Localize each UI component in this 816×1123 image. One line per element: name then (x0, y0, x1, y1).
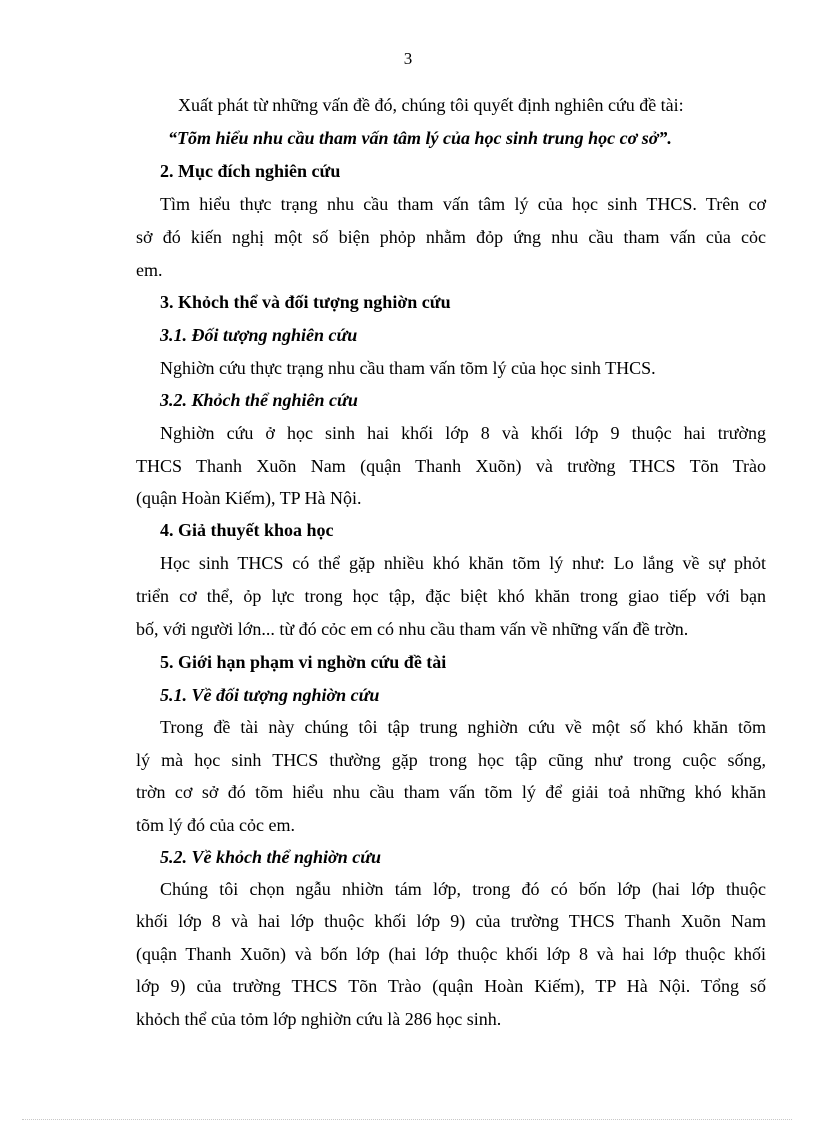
paragraph-line: Chúng tôi chọn ngẫu nhiờn tám lớp, trong đó có bốn lớp (hai lớp thuộc (160, 879, 766, 899)
topic-title: “Tõm hiểu nhu cầu tham vấn tâm lý của học sinh trung học cơ sở”. (168, 128, 672, 148)
paragraph-line: triển cơ thể, ỏp lực trong học tập, đặc biệt khó khăn trong giao tiếp với bạn (136, 586, 766, 606)
heading-5: 5. Giới hạn phạm vi nghờn cứu đề tài (160, 652, 447, 672)
paragraph-line: khỏch thể của tỏm lớp nghiờn cứu là 286 học sinh. (136, 1009, 502, 1029)
paragraph-line: Nghiờn cứu thực trạng nhu cầu tham vấn tõm lý của học sinh THCS. (160, 358, 656, 378)
paragraph-line: Tìm hiểu thực trạng nhu cầu tham vấn tâm lý của học sinh THCS. Trên cơ (160, 194, 766, 214)
heading-5-1: 5.1. Về đối tượng nghiờn cứu (160, 685, 380, 705)
paragraph-line: lý mà học sinh THCS thường gặp trong học tập cũng như trong cuộc sống, (136, 750, 766, 770)
paragraph-line: khối lớp 8 và hai lớp thuộc khối lớp 9) của trường THCS Thanh Xuõn Nam (136, 911, 766, 931)
paragraph-line: sở đó kiến nghị một số biện phỏp nhằm đỏp ứng nhu cầu tham vấn của cỏc (136, 227, 766, 247)
paragraph-line: Trong đề tài này chúng tôi tập trung nghiờn cứu về một số khó khăn tõm (160, 717, 766, 737)
paragraph-line: Xuất phát từ những vấn đề đó, chúng tôi quyết định nghiên cứu đề tài: (178, 95, 684, 115)
page-bottom-divider (22, 1119, 792, 1120)
heading-4: 4. Giả thuyết khoa học (160, 520, 334, 540)
paragraph-line: tõm lý đó của cỏc em. (136, 815, 295, 835)
heading-3-2: 3.2. Khỏch thể nghiên cứu (160, 390, 358, 410)
paragraph-line: lớp 9) của trường THCS Tõn Trào (quận Hoàn Kiếm), TP Hà Nội. Tổng số (136, 976, 766, 996)
heading-3: 3. Khỏch thể và đối tượng nghiờn cứu (160, 292, 451, 312)
paragraph-line: Nghiờn cứu ở học sinh hai khối lớp 8 và khối lớp 9 thuộc hai trường (160, 423, 766, 443)
paragraph-line: THCS Thanh Xuõn Nam (quận Thanh Xuõn) và trường THCS Tõn Trào (136, 456, 766, 476)
paragraph-line: (quận Thanh Xuõn) và bốn lớp (hai lớp thuộc khối lớp 8 và hai lớp thuộc khối (136, 944, 766, 964)
paragraph-line: em. (136, 260, 163, 280)
heading-3-1: 3.1. Đối tượng nghiên cứu (160, 325, 358, 345)
paragraph-line: (quận Hoàn Kiếm), TP Hà Nội. (136, 488, 362, 508)
paragraph-line: Học sinh THCS có thể gặp nhiều khó khăn tõm lý như: Lo lắng về sự phỏt (160, 553, 766, 573)
paragraph-line: trờn cơ sở đó tõm hiểu nhu cầu tham vấn tõm lý để giải toả những khó khăn (136, 782, 766, 802)
paragraph-line: bố, với người lớn... từ đó cỏc em có nhu cầu tham vấn về những vấn đề trờn. (136, 619, 689, 639)
heading-5-2: 5.2. Về khỏch thể nghiờn cứu (160, 847, 381, 867)
heading-2: 2. Mục đích nghiên cứu (160, 161, 341, 181)
page-number: 3 (403, 49, 413, 68)
